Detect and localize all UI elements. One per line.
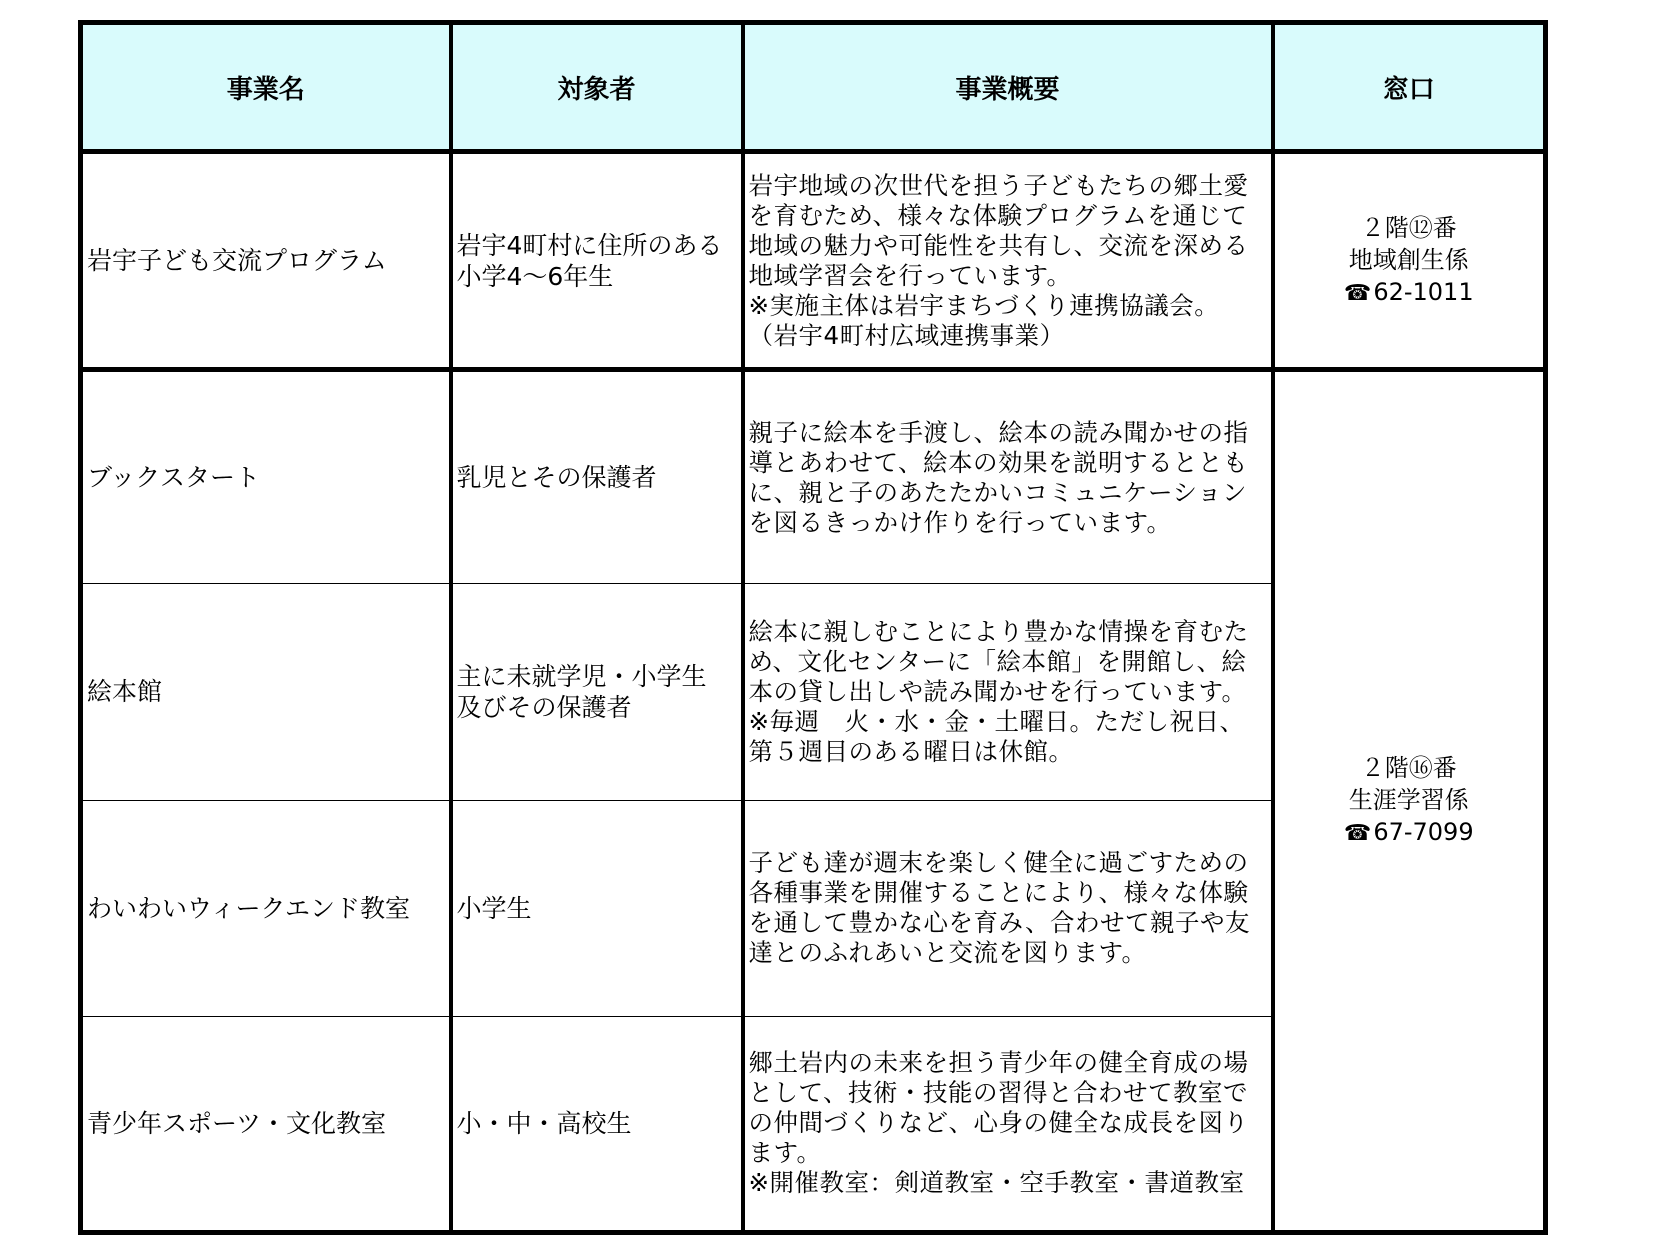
program-target: [451, 800, 743, 1016]
summary-line: ます。: [748, 1138, 822, 1168]
contact-cell: [1273, 370, 1546, 1233]
table-row: [81, 152, 1546, 370]
summary-line: ※実施主体は岩宇まちづくり連携協議会。: [748, 290, 1220, 320]
program-target: [451, 1016, 743, 1232]
summary-line: を図るきっかけ作りを行っています。: [748, 507, 1172, 537]
phone-icon: ☎: [1343, 280, 1372, 306]
program-summary: [743, 1016, 1273, 1232]
summary-line: 子ども達が週末を楽しく健全に過ごすための: [748, 848, 1249, 878]
program-summary: [743, 370, 1273, 584]
target-line: 小・中・高校生: [456, 1108, 632, 1138]
summary-line: として、技術・技能の習得と合わせて教室で: [748, 1078, 1249, 1108]
header-program-name: 事業名: [81, 23, 451, 152]
target-line: 主に未就学児・小学生: [456, 661, 707, 691]
program-target: [451, 584, 743, 800]
target-line: 小学4～6年生: [456, 261, 614, 291]
program-summary: [743, 152, 1273, 370]
header-summary: 事業概要: [743, 23, 1273, 152]
summary-line: 導とあわせて、絵本の効果を説明するととも: [748, 447, 1249, 477]
phone-number: 62-1011: [1373, 277, 1474, 306]
summary-line: 郷土岩内の未来を担う青少年の健全育成の場: [748, 1048, 1249, 1078]
header-contact: 窓口: [1273, 23, 1546, 152]
target-line: 及びその保護者: [456, 692, 632, 722]
summary-line: の仲間づくりなど、心身の健全な成長を図り: [748, 1108, 1249, 1138]
program-name: 青少年スポーツ・文化教室: [81, 1016, 451, 1232]
target-line: 岩宇4町村に住所のある: [456, 230, 723, 260]
summary-line: を育むため、様々な体験プログラムを通じて: [748, 200, 1248, 230]
program-name: 岩宇子ども交流プログラム: [81, 152, 451, 370]
target-line: 小学生: [456, 893, 532, 923]
contact-phone: [1279, 276, 1540, 310]
phone-number: 67-7099: [1373, 818, 1474, 847]
summary-line: に、親と子のあたたかいコミュニケーション: [748, 477, 1248, 507]
summary-line: ※開催教室：剣道教室・空手教室・書道教室: [748, 1168, 1245, 1198]
contact-section: 生涯学習係: [1348, 786, 1469, 815]
summary-line: 岩宇地域の次世代を担う子どもたちの郷土愛: [748, 170, 1249, 200]
header-row: [81, 23, 1546, 152]
summary-line: （岩宇4町村広域連携事業）: [748, 320, 1065, 350]
summary-line: め、文化センターに「絵本館」を開館し、絵: [748, 646, 1247, 676]
summary-line: 第５週目のある曜日は休館。: [748, 736, 1074, 766]
contact-floor: ２階⑫番: [1360, 213, 1457, 242]
contact-floor: ２階⑯番: [1360, 754, 1457, 783]
program-target: [451, 370, 743, 584]
contact-cell: [1273, 152, 1546, 370]
phone-icon: ☎: [1343, 821, 1372, 847]
summary-line: 地域の魅力や可能性を共有し、交流を深める: [748, 230, 1249, 260]
program-name: わいわいウィークエンド教室: [81, 800, 451, 1016]
summary-line: 各種事業を開催することにより、様々な体験: [748, 878, 1249, 908]
contact-section: 地域創生係: [1348, 245, 1469, 274]
program-summary: [743, 584, 1273, 800]
contact-phone: [1279, 816, 1540, 850]
summary-line: ※毎週 火・水・金・土曜日。ただし祝日、: [748, 706, 1245, 736]
table-row: [81, 370, 1546, 584]
header-target: 対象者: [451, 23, 743, 152]
summary-line: を通して豊かな心を育み、合わせて親子や友: [748, 908, 1250, 938]
program-summary: [743, 800, 1273, 1016]
program-name: 絵本館: [81, 584, 451, 800]
summary-line: 地域学習会を行っています。: [748, 260, 1072, 290]
summary-line: 達とのふれあいと交流を図ります。: [748, 938, 1147, 968]
program-name: ブックスタート: [81, 370, 451, 584]
summary-line: 本の貸し出しや読み聞かせを行っています。: [748, 676, 1247, 706]
program-table: [78, 20, 1548, 1235]
summary-line: 絵本に親しむことにより豊かな情操を育むた: [748, 616, 1249, 646]
program-target: [451, 152, 743, 370]
summary-line: 親子に絵本を手渡し、絵本の読み聞かせの指: [748, 417, 1249, 447]
target-line: 乳児とその保護者: [456, 463, 657, 493]
